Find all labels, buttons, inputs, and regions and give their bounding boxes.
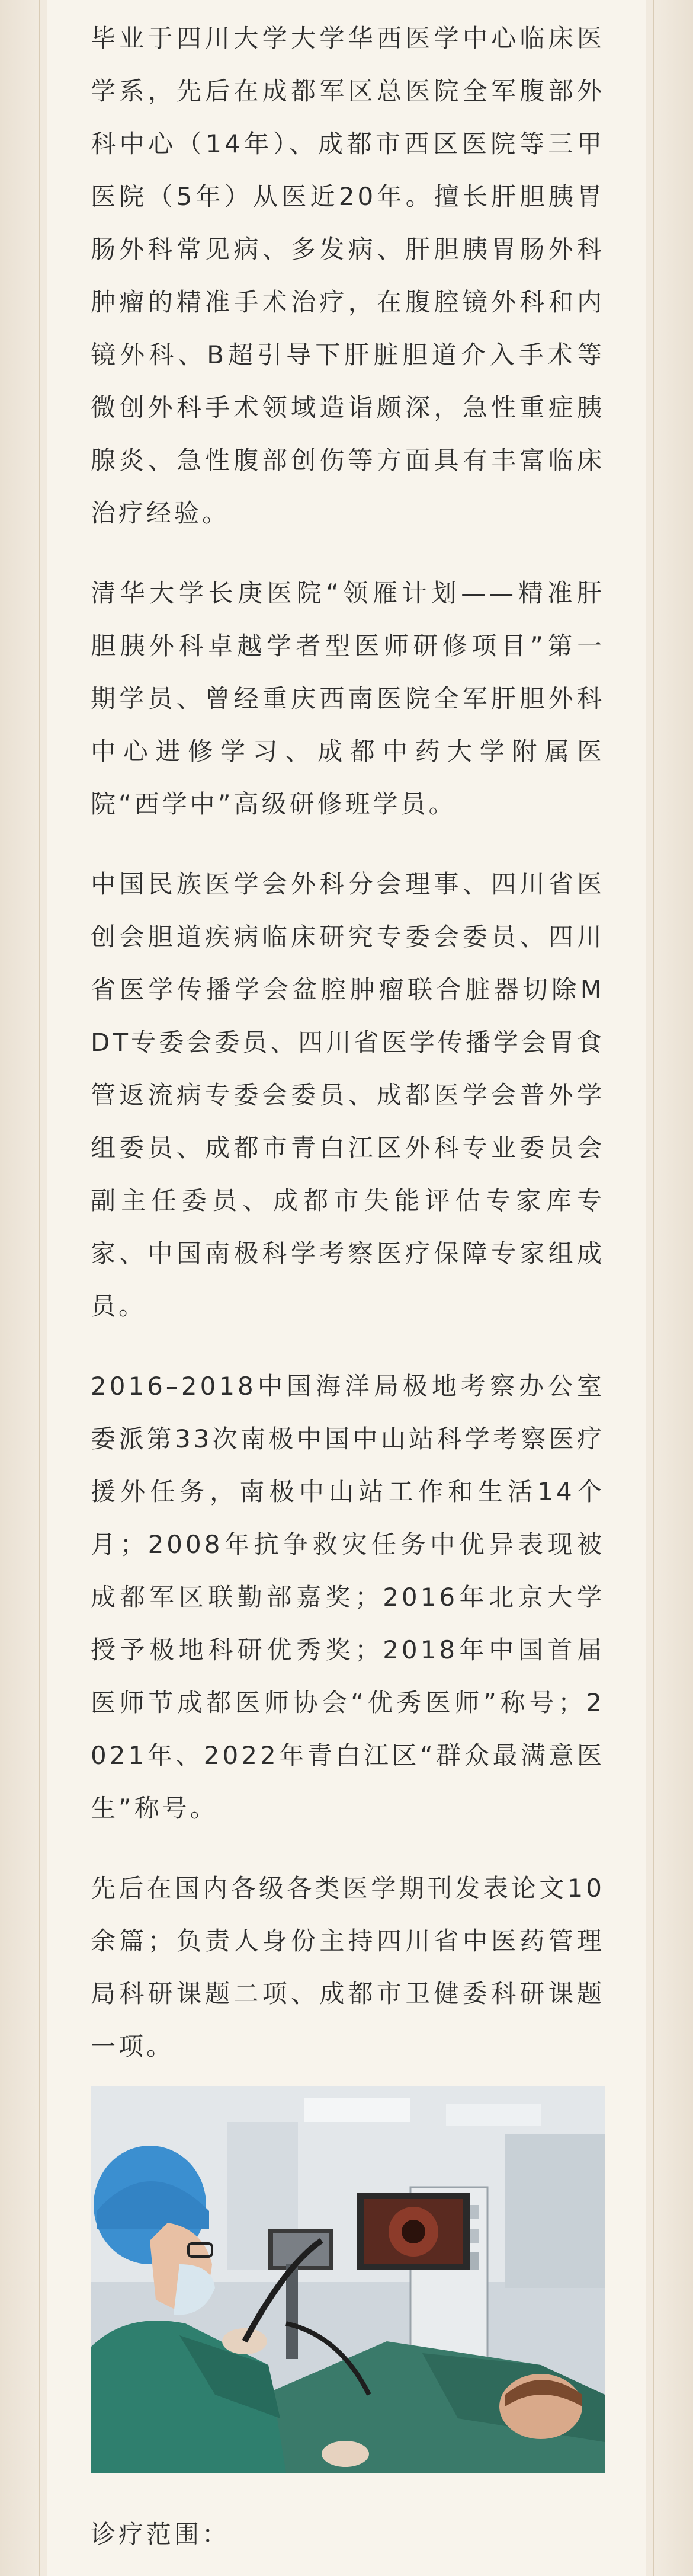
bio-paragraph-education: 毕业于四川大学大学华西医学中心临床医学系，先后在成都军区总医院全军腹部外科中心（14年）、成都市西区医院等三甲医院（5年）从医近20年。擅长肝胆胰胃肠外科常见病、多发病、肝胆胰胃肠外科肿瘤的精准手术治疗，在腹腔镜外科和内镜外科、B超引导下肝脏胆道介入手术等微创外科手术领域造诣颇深，急性重症胰腺炎、急性腹部创伤等方面具有丰富临床治疗经验。 xyxy=(91,24,605,528)
treatment-scope-label: 诊疗范围： xyxy=(91,2520,230,2549)
doctor-bio xyxy=(91,12,605,2100)
surgery-photo-illustration xyxy=(91,2086,605,2473)
background-edge-right xyxy=(656,0,693,2576)
frame-border-left xyxy=(39,0,40,2576)
background-edge-left xyxy=(0,0,37,2576)
bio-paragraph-training: 清华大学长庚医院“领雁计划——精准肝胆胰外科卓越学者型医师研修项目”第一期学员、曾经重庆西南医院全军肝胆外科中心进修学习、成都中药大学附属医院“西学中”高级研修班学员。 xyxy=(91,579,605,819)
bio-paragraph-publications: 先后在国内各级各类医学期刊发表论文10余篇；负责人身份主持四川省中医药管理局科研课题二项、成都市卫健委科研课题一项。 xyxy=(91,1874,605,2061)
bio-paragraph-memberships: 中国民族医学会外科分会理事、四川省医创会胆道疾病临床研究专委会委员、四川省医学传播学会盆腔肿瘤联合脏器切除MDT专委会委员、四川省医学传播学会胃食管返流病专委会委员、成都医学会普外学组委员、成都市青白江区外科专业委员会副主任委员、成都市失能评估专家库专家、中国南极科学考察医疗保障专家组成员。 xyxy=(91,870,605,1321)
article-page xyxy=(47,0,646,2576)
surgery-photo xyxy=(91,2086,605,2473)
bio-paragraph-honors: 2016–2018中国海洋局极地考察办公室委派第33次南极中国中山站科学考察医疗援外任务，南极中山站工作和生活14个月；2008年抗争救灾任务中优异表现被成都军区联勤部嘉奖；2016年北京大学授予极地科研优秀奖；2018年中国首届医师节成都医师协会“优秀医师”称号；2021年、2022年青白江区“群众最满意医生”称号。 xyxy=(91,1372,605,1823)
frame-border-right xyxy=(653,0,654,2576)
